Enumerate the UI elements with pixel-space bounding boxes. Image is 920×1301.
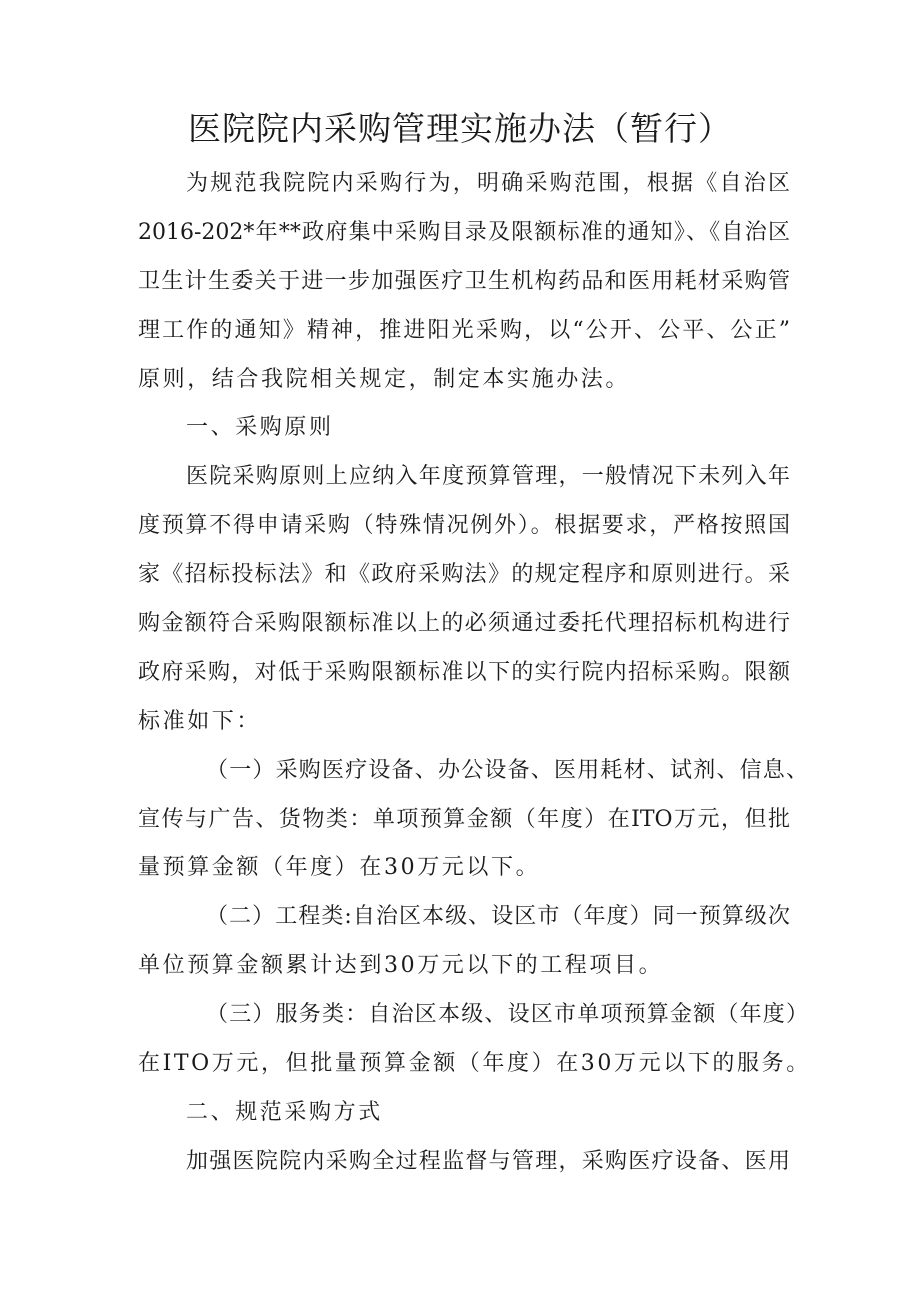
paragraph-line: 标准如下： (138, 708, 262, 734)
paragraph-line: 购金额符合采购限额标准以上的必须通过委托代理招标机构进行 (138, 611, 790, 637)
paragraph-line: 政府采购，对低于采购限额标准以下的实行院内招标采购。限额 (138, 659, 790, 685)
paragraph-line: 在ITO万元，但批量预算金额（年度）在30万元以下的服务。 (138, 1051, 811, 1077)
paragraph-line: 2016-202*年**政府集中采购目录及限额标准的通知》、《自治区 (138, 219, 790, 245)
paragraph-line: 度预算不得申请采购（特殊情况例外）。根据要求，严格按照国 (138, 513, 790, 539)
paragraph-line: 卫生计生委关于进一步加强医疗卫生机构药品和医用耗材采购管 (138, 268, 790, 294)
section-heading: 二、规范采购方式 (186, 1099, 383, 1125)
paragraph-line: （一）采购医疗设备、办公设备、医用耗材、试剂、信息、 (206, 757, 808, 783)
paragraph-line: （二）工程类:自治区本级、设区市（年度）同一预算级次 (206, 904, 790, 930)
paragraph-line: 量预算金额（年度）在30万元以下。 (138, 855, 541, 881)
paragraph-line: 理工作的通知》精神，推进阳光采购，以“公开、公平、公正” (138, 317, 790, 343)
document-body (138, 160, 811, 1187)
paragraph-line: （三）服务类：自治区本级、设区市单项预算金额（年度） (206, 1002, 808, 1028)
paragraph-line: 单位预算金额累计达到30万元以下的工程项目。 (138, 953, 664, 979)
section-heading: 一、采购原则 (186, 415, 334, 441)
paragraph-line: 宣传与广告、货物类：单项预算金额（年度）在ITO万元，但批 (138, 806, 790, 832)
paragraph-line: 原则，结合我院相关规定，制定本实施办法。 (138, 366, 631, 392)
paragraph-line: 家《招标投标法》和《政府采购法》的规定程序和原则进行。采 (138, 562, 790, 588)
paragraph-line: 为规范我院院内采购行为，明确采购范围，根据《自治区 (186, 171, 790, 196)
paragraph-line: 医院采购原则上应纳入年度预算管理，一般情况下未列入年 (186, 464, 790, 490)
paragraph-line: 加强医院院内采购全过程监督与管理，采购医疗设备、医用 (186, 1148, 790, 1174)
document-title: 医院院内采购管理实施办法（暂行） (188, 109, 732, 148)
